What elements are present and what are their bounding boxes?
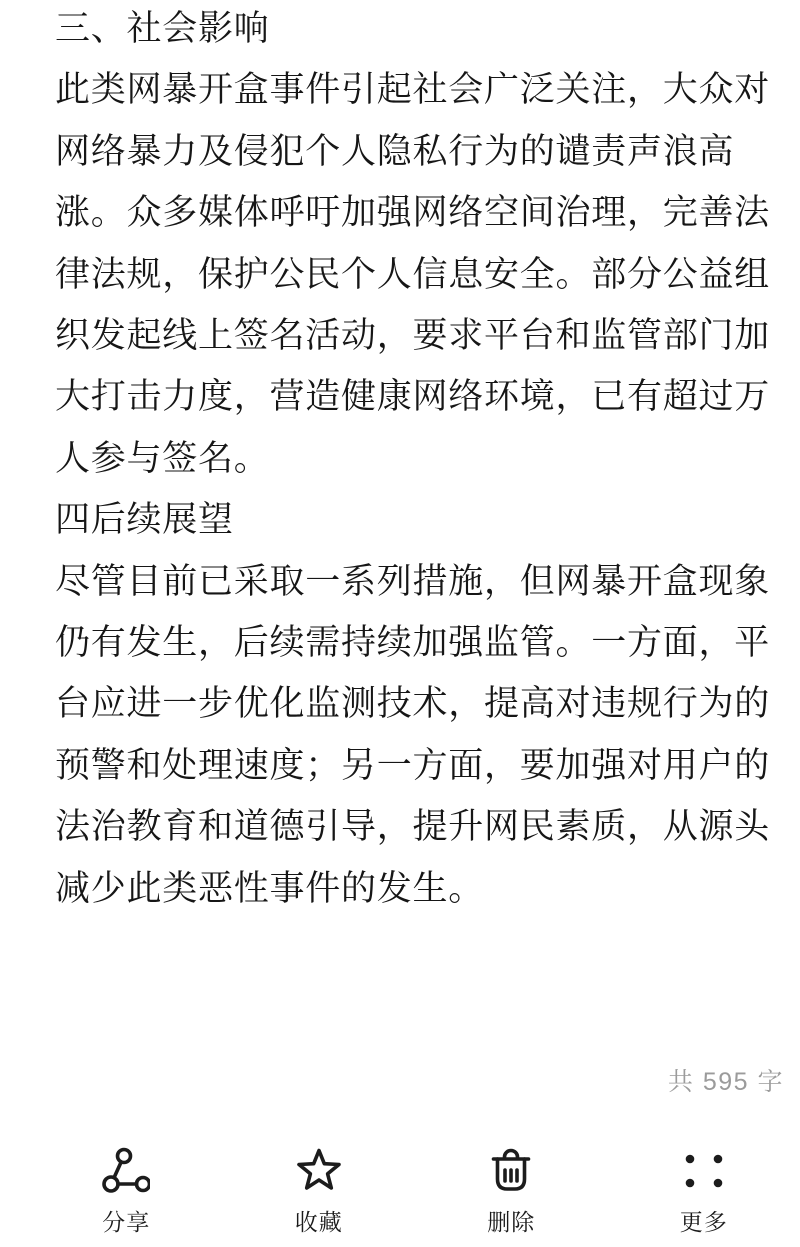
note-body[interactable]: [55, 0, 773, 919]
more-label: 更多: [679, 1209, 728, 1235]
trash-icon: [487, 1146, 535, 1194]
more-icon: [680, 1146, 728, 1194]
text-line: 仍有发生，后续需持续加强监管。一方面，平: [55, 623, 771, 663]
text-line: 此类网暴开盒事件引起社会广泛关注，大众对: [55, 70, 771, 110]
more-button[interactable]: [608, 1146, 800, 1237]
star-icon: [295, 1146, 343, 1194]
text-line: 网络暴力及侵犯个人隐私行为的谴责声浪高: [55, 131, 735, 171]
text-line: 预警和处理速度；另一方面，要加强对用户的: [55, 745, 771, 785]
text-line: 三、社会影响: [55, 9, 270, 48]
text-line: 台应进一步优化监测技术，提高对违规行为的: [55, 684, 771, 724]
text-line: 人参与签名。: [55, 438, 270, 478]
share-button[interactable]: [30, 1146, 223, 1237]
delete-button[interactable]: [415, 1146, 608, 1237]
text-line: 尽管目前已采取一系列措施，但网暴开盒现象: [55, 561, 771, 601]
text-line: 律法规，保护公民个人信息安全。部分公益组: [55, 254, 771, 294]
text-line: 涨。众多媒体呼吁加强网络空间治理，完善法: [55, 193, 771, 233]
delete-label: 删除: [487, 1209, 536, 1235]
text-line: 减少此类恶性事件的发生。: [55, 868, 485, 908]
share-icon: [102, 1146, 150, 1194]
share-label: 分享: [102, 1209, 151, 1235]
favorite-button[interactable]: [223, 1146, 416, 1237]
text-line: 四后续展望: [55, 500, 234, 540]
text-line: 织发起线上签名活动，要求平台和监管部门加: [55, 316, 771, 356]
text-line: 法治教育和道德引导，提升网民素质，从源头: [55, 807, 771, 847]
text-line: 大打击力度，营造健康网络环境，已有超过万: [55, 377, 771, 417]
bottom-toolbar: [30, 1146, 800, 1237]
word-count: 共 595 字: [667, 1068, 784, 1096]
favorite-label: 收藏: [294, 1209, 343, 1235]
